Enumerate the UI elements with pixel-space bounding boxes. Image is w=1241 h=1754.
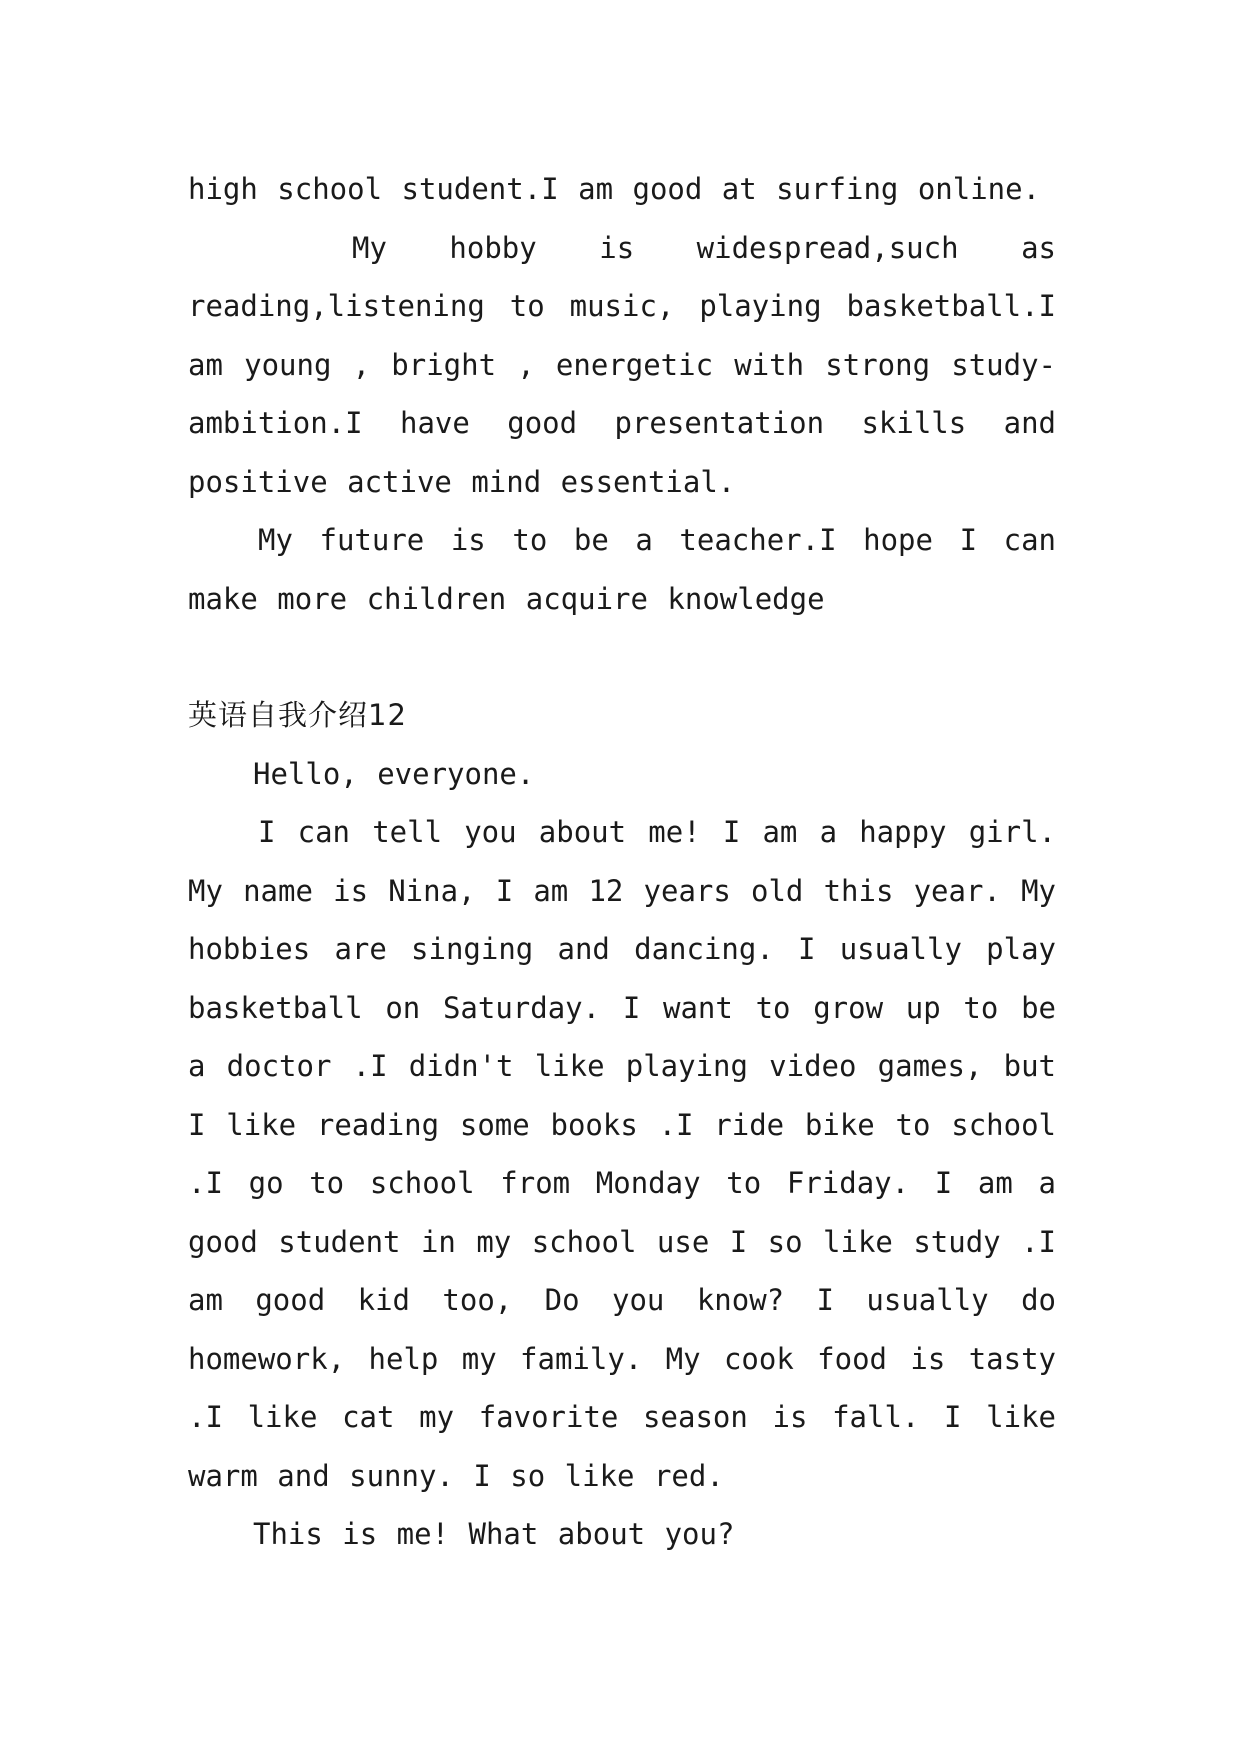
paragraph-body: I can tell you about me! I am a happy girl. My name is Nina, I am 12 years old this year. My hobbies are singing and dancing. I usually play basketball on Saturday. I want to grow up to be a doctor .I didn't like playing video games, but I like reading some books .I ride bike to school .I go to school from Monday to Friday. I am a good student in my school use I so like study .I am good kid too, Do you know? I usually do homework, help my family. My cook food is tasty .I like cat my favorite season is fall. I like warm and sunny. I so like red.: [188, 815, 1056, 1493]
section-gap: [188, 628, 1056, 686]
section-heading: 英语自我介绍12: [188, 698, 407, 732]
paragraph-study: high school student.I am good at surfing online.: [188, 172, 1041, 206]
paragraph-future: My future is to be a teacher.I hope I can make more children acquire knowledge: [188, 523, 1056, 616]
paragraph-greeting: Hello, everyone.: [253, 756, 535, 791]
paragraph-closing: This is me! What about you?: [253, 1517, 735, 1551]
paragraph-hobby: My hobby is widespread,such as reading,listening to music, playing basketball.I am young , bright , energetic with strong study-ambition.I have good presentation skills and positive active mind essential.: [188, 230, 1056, 499]
document-page: [188, 160, 1056, 1564]
